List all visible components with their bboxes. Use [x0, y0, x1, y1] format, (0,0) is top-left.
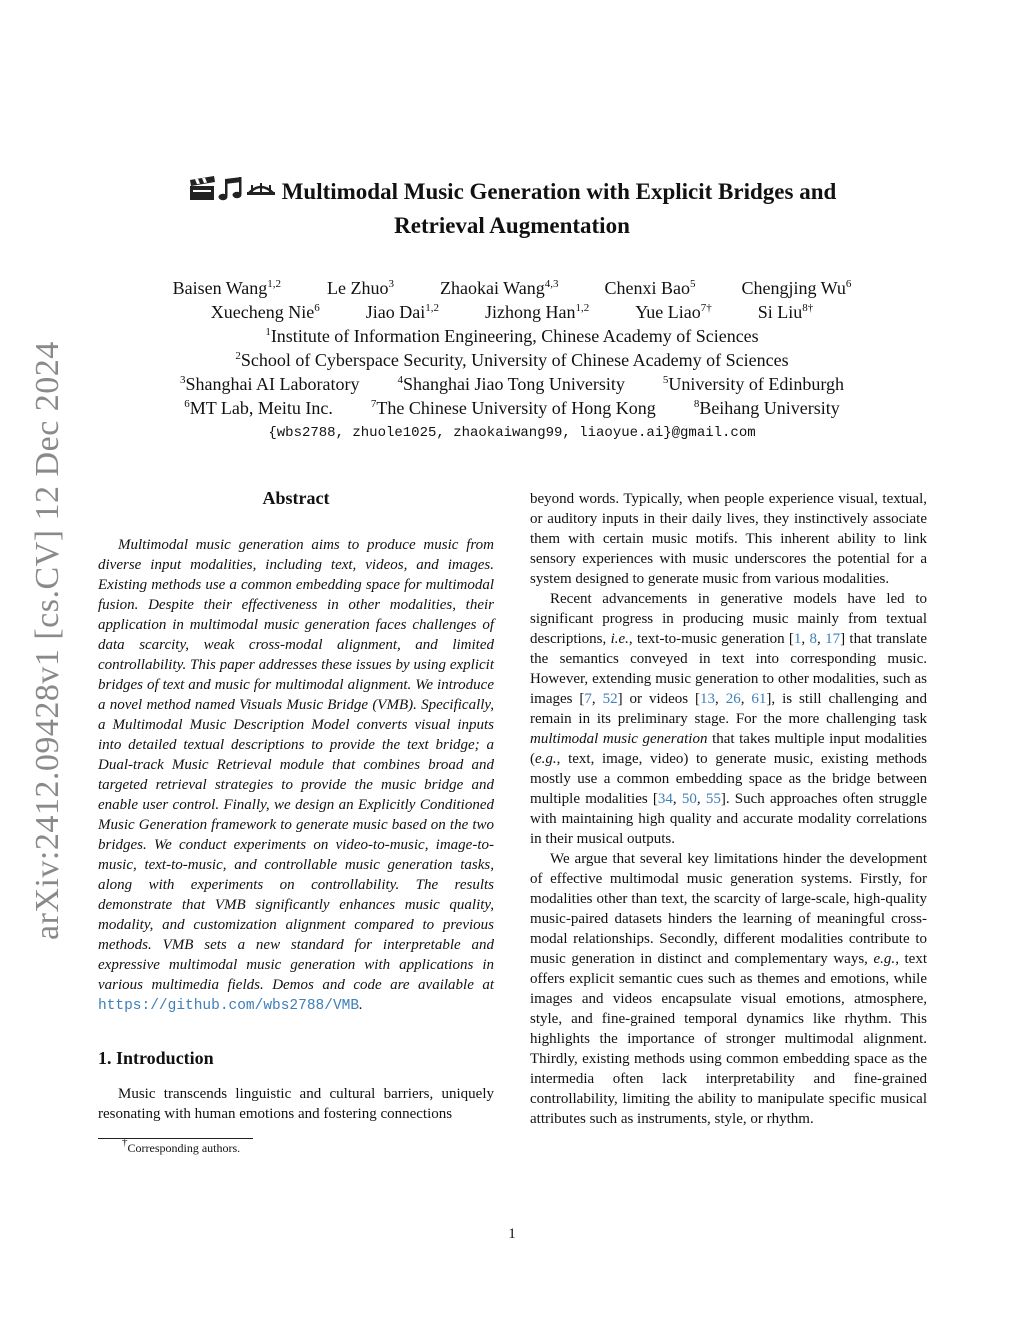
title-icons: [188, 176, 276, 210]
author-row-2: [100, 300, 924, 324]
intro-paragraph-3: We argue that several key limitations hinder the development of effective multimodal music generation systems. Firstly, for modalities other than text, the scarcity of large-scale, high-quality music-paired datasets hinders the learning of meaningful cross-modal relationships. Secondly, different modalities contribute to music generation in distinct and complementary ways, e.g., text offers explicit semantic cues such as themes and emotions, while images and videos encapsulate visual emotions, atmosphere, style, and fine-grained temporal dynamics like rhythm. This highlights the importance of stronger multimodal alignment. Thirdly, existing methods using common embedding space as the intermedia often lack interpretability and fine-grained controllability, limiting the ability to manipulate specific musical attributes such as instruments, style, or rhythm.: [530, 851, 928, 1127]
author-block: [100, 276, 924, 446]
left-column: [98, 486, 494, 1157]
paper-title: [100, 176, 924, 241]
abstract-heading: Abstract: [262, 488, 330, 508]
citation-link[interactable]: 34: [657, 791, 673, 807]
citation-link[interactable]: 7: [584, 691, 592, 707]
citation-link[interactable]: 55: [705, 791, 721, 807]
affiliation: $^7$The Chinese University of Hong Kong: [370, 398, 656, 418]
intro-paragraph-1-continued: beyond words. Typically, when people experience visual, textual, or auditory inputs in their daily lives, they instinctively associate them with certain music motifs. This inherent ability to link sensory experiences with music underscores the potential for a system designed to generate music from various modalities.: [530, 491, 927, 587]
arxiv-identifier: arXiv:2412.09428v1 [cs.CV] 12 Dec 2024: [29, 341, 66, 940]
citation-link[interactable]: 1: [793, 631, 802, 647]
music-note-icon: [218, 177, 241, 200]
author: Jiao Dai$^{1,2}$: [365, 302, 439, 322]
citation-link[interactable]: 61: [751, 691, 767, 707]
abstract-text: Multimodal music generation aims to produce music from diverse input modalities, including text, videos, and images. Existing methods use a common embedding space for multimodal fusion. Despite their effectiveness in other modalities, their application in multimodal music generation faces challenges of data scarcity, weak cross-modal alignment, and limited controllability. This paper addresses these issues by using explicit bridges of text and music for multimodal alignment. We introduce a novel method named Visuals Music Bridge (VMB). Specifically, a Multimodal Music Description Model converts visual inputs into detailed textual descriptions to provide the text bridge; a Dual-track Music Retrieval module that combines broad and targeted retrieval strategies to provide the music bridge and enable user control. Finally, we design an Explicitly Conditioned Music Generation framework to generate music based on the two bridges. We conduct experiments on video-to-music, image-to-music, text-to-music, and controllable music generation tasks, along with experiments on controllability. The results demonstrate that VMB significantly enhances music quality, modality, and customization alignment compared to previous methods. VMB sets a new standard for interpretable and expressive multimodal music generation with applications in various multimedia fields. Demos and code are available at https://github.com/wbs2788/VMB.: [98, 537, 494, 1014]
github-link[interactable]: https://github.com/wbs2788/VMB: [98, 998, 360, 1014]
author: Le Zhuo$^3$: [327, 278, 395, 298]
citation-link[interactable]: 50: [681, 791, 697, 807]
affiliation: $^6$MT Lab, Meitu Inc.: [184, 398, 333, 418]
affiliation-row-4: [100, 396, 924, 420]
citation-link[interactable]: 17: [825, 631, 841, 647]
title-line-2: Retrieval Augmentation: [394, 213, 630, 238]
right-column: [530, 489, 927, 1129]
page-number: 1: [508, 1226, 516, 1242]
title-line-1: Multimodal Music Generation with Explicit Bridges and: [281, 179, 837, 204]
citation-link[interactable]: 26: [725, 691, 741, 707]
author: Jizhong Han$^{1,2}$: [484, 302, 590, 322]
intro-paragraph-2: Recent advancements in generative models have led to significant progress in producing music mainly from textual descriptions, i.e., text-to-music generation [1, 8, 17] that translate the semantics conveyed in text into corresponding music. However, extending music generation to other modalities, such as images [7, 52] or videos [13, 26, 61], is still challenging and remain in its preliminary stage. For the more challenging task multimodal music generation that takes multiple input modalities (e.g., text, image, video) to generate music, existing methods mostly use a common embedding space as the bridge between multiple modalities [34, 50, 55]. Such approaches often struggle with maintaining high quality and accurate modality correlations in their musical outputs.: [530, 591, 928, 847]
footnote: †Corresponding authors.: [122, 1136, 241, 1155]
clapperboard-icon: [190, 176, 215, 200]
title-block: [100, 176, 924, 241]
affiliation-row-3: [100, 372, 924, 396]
affiliation: $^1$Institute of Information Engineering, Chinese Academy of Sciences: [265, 326, 759, 346]
affiliation-row-2: [100, 348, 924, 372]
author-emails: {wbs2788, zhuole1025, zhaokaiwang99, liaoyue.ai}@gmail.com: [268, 425, 756, 441]
introduction-heading: 1. Introduction: [98, 1048, 214, 1068]
author: Baisen Wang$^{1,2}$: [172, 278, 282, 298]
affiliation: $^3$Shanghai AI Laboratory: [180, 374, 360, 394]
author-row-1: [100, 276, 924, 300]
citation-link[interactable]: 52: [602, 691, 618, 707]
author: Xuecheng Nie$^6$: [210, 302, 320, 322]
intro-paragraph-1: Music transcends linguistic and cultural barriers, uniquely resonating with human emotions and fostering connections: [98, 1086, 494, 1122]
affiliation-row-1: [100, 324, 924, 348]
author: Chenxi Bao$^5$: [604, 278, 696, 298]
author: Yue Liao$^{7\dagger}$: [635, 302, 712, 322]
author: Chengjing Wu$^6$: [741, 278, 852, 298]
author: Zhaokai Wang$^{4,3}$: [440, 278, 559, 298]
author: Si Liu$^{8\dagger}$: [757, 302, 814, 322]
citation-link[interactable]: 13: [700, 691, 716, 707]
affiliation: $^2$School of Cyberspace Security, University of Chinese Academy of Sciences: [235, 350, 789, 370]
affiliation: $^5$University of Edinburgh: [662, 374, 844, 394]
affiliation: $^4$Shanghai Jiao Tong University: [397, 374, 625, 394]
citation-link[interactable]: 8: [809, 631, 817, 647]
bridge-icon: [247, 183, 275, 195]
affiliation: $^8$Beihang University: [693, 398, 840, 418]
